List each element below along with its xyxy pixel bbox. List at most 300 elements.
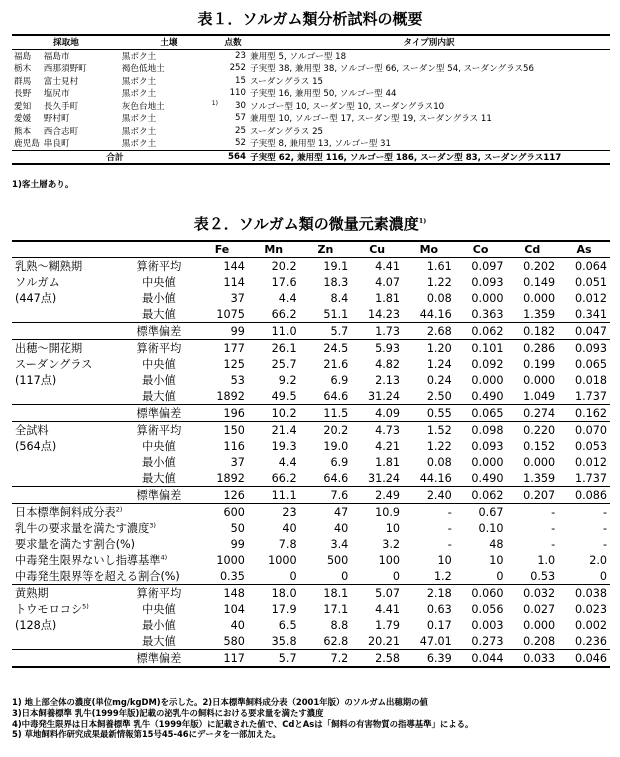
- table2-row: [12, 405, 610, 422]
- value-cell: -: [447, 505, 452, 519]
- reference-label: [12, 552, 196, 568]
- type-breakdown: スーダングラス 15: [249, 76, 324, 87]
- value-cell: 0.207: [523, 488, 556, 502]
- value-cell: 1.81: [375, 455, 401, 469]
- stat-label: 最大値: [142, 472, 176, 486]
- table1-row: [12, 62, 610, 75]
- value-cell: 18.1: [323, 586, 349, 600]
- reference-label: [12, 504, 196, 521]
- stat-label: 算術平均: [136, 587, 182, 601]
- sample-count: 52: [235, 138, 246, 149]
- value-cell: -: [602, 537, 607, 551]
- group-label-line: 黄熟期: [15, 587, 49, 601]
- value-cell: 6.39: [426, 651, 452, 665]
- value-cell: 0.060: [471, 586, 504, 600]
- value-cell: 0.363: [471, 307, 504, 321]
- value-cell: 0.000: [523, 291, 556, 305]
- value-cell: 0.003: [471, 618, 504, 632]
- value-cell: 0.064: [574, 259, 607, 273]
- value-cell: 0.490: [471, 389, 504, 403]
- value-cell: 26.1: [271, 341, 297, 355]
- site-prefecture: 長野: [14, 89, 32, 100]
- value-cell: 125: [223, 357, 245, 371]
- value-cell: 148: [223, 586, 245, 600]
- column-header-as: As: [576, 243, 592, 257]
- value-cell: 21.4: [271, 423, 297, 437]
- value-cell: 0.053: [574, 439, 607, 453]
- group-label-line: (117点): [15, 374, 57, 388]
- value-cell: 0.092: [471, 357, 504, 371]
- group-label-line: 出穂～開花期: [15, 342, 83, 356]
- site-prefecture: 愛媛: [14, 114, 32, 125]
- value-cell: 0.286: [523, 341, 556, 355]
- site-place: 福島市: [43, 51, 70, 62]
- table2-title-sup: 1): [418, 217, 427, 225]
- footnote-line: 4)中毒発生限界は日本飼養標準 乳牛（1999年版）に記載された値で、CdとAsは「飼料の有害物質の指導基準」による。: [12, 718, 474, 729]
- value-cell: 0.018: [574, 373, 607, 387]
- value-cell: 62.8: [323, 634, 349, 648]
- value-cell: 0.220: [523, 423, 556, 437]
- value-cell: 0.000: [523, 373, 556, 387]
- footnote-line: 5) 草地飼料作研究成果最新情報第15号45-46にデータを一部加えた。: [12, 729, 281, 740]
- site-prefecture: 鹿児島: [14, 139, 40, 150]
- sample-count: 25: [235, 125, 246, 136]
- total-label: 合計: [106, 152, 124, 163]
- value-cell: 19.1: [323, 259, 349, 273]
- stat-label: 最小値: [142, 456, 176, 470]
- reference-label-sup: 3): [149, 521, 156, 530]
- value-cell: 0.062: [471, 488, 504, 502]
- value-cell: 2.40: [426, 488, 452, 502]
- value-cell: -: [602, 505, 607, 519]
- table1-row: [12, 87, 610, 100]
- value-cell: 31.24: [367, 471, 401, 485]
- table2-row: [12, 290, 610, 306]
- value-cell: 47: [334, 505, 349, 519]
- value-cell: 0.17: [426, 618, 452, 632]
- table2-row: [12, 650, 610, 668]
- value-cell: 0.044: [471, 651, 504, 665]
- value-cell: 2.18: [426, 586, 452, 600]
- value-cell: 0.24: [426, 373, 452, 387]
- table1-title: 表１．ソルガム類分析試料の概要: [197, 10, 423, 28]
- header-soil: 土壌: [160, 38, 178, 49]
- sample-count: 15: [235, 75, 246, 86]
- value-cell: 0.051: [574, 275, 607, 289]
- value-cell: 0.065: [471, 406, 504, 420]
- value-cell: 64.6: [323, 389, 349, 403]
- table2-row: [12, 306, 610, 323]
- table2-row: [12, 633, 610, 650]
- group-label-line: (128点): [15, 619, 57, 633]
- value-cell: 100: [378, 553, 401, 567]
- value-cell: 47.01: [419, 634, 452, 648]
- value-cell: 44.16: [419, 471, 452, 485]
- value-cell: 49.5: [271, 389, 297, 403]
- value-cell: 11.0: [271, 324, 297, 338]
- soil-type: 黒ボク土: [121, 76, 157, 87]
- value-cell: 7.2: [330, 651, 349, 665]
- sample-count: 252: [229, 63, 246, 74]
- table2-title: [0, 213, 620, 234]
- stat-label: 中央値: [142, 276, 176, 290]
- stat-label: 算術平均: [136, 424, 182, 438]
- total-count: 564: [228, 151, 246, 162]
- group-label-line: 乳熟～糊熟期: [15, 260, 83, 274]
- header-site: 採取地: [53, 38, 79, 49]
- table2-row: [12, 617, 610, 633]
- group-label-line: [12, 454, 122, 470]
- table2-row: [12, 340, 610, 357]
- group-label-text: スーダングラス: [15, 358, 93, 372]
- value-cell: 0.162: [574, 406, 607, 420]
- value-cell: 5.7: [278, 651, 297, 665]
- value-cell: 35.8: [271, 634, 297, 648]
- value-cell: 23: [282, 505, 297, 519]
- value-cell: 4.41: [375, 602, 401, 616]
- reference-label-sup: 4): [160, 553, 168, 562]
- column-header-mn: Mn: [264, 243, 284, 257]
- stat-label: 最小値: [142, 619, 176, 633]
- value-cell: 0.202: [523, 259, 556, 273]
- value-cell: 4.07: [375, 275, 401, 289]
- value-cell: 1.2: [433, 569, 452, 583]
- stat-label: 最小値: [142, 374, 176, 388]
- site-place: 富士見村: [43, 76, 79, 87]
- value-cell: 1075: [216, 307, 245, 321]
- site-prefecture: 熊本: [14, 126, 32, 137]
- reference-label-sup: 2): [115, 505, 123, 514]
- site-prefecture: 栃木: [14, 64, 32, 75]
- value-cell: 53: [230, 373, 245, 387]
- value-cell: 600: [223, 505, 245, 519]
- soil-note-mark: 1): [211, 99, 218, 107]
- value-cell: 0.098: [471, 423, 504, 437]
- group-label-line: [12, 306, 122, 323]
- value-cell: 1892: [216, 471, 245, 485]
- sample-summary-table: [12, 34, 610, 165]
- table2-row: [12, 454, 610, 470]
- column-header-co: Co: [472, 243, 489, 257]
- value-cell: -: [447, 521, 452, 535]
- value-cell: 0: [289, 569, 297, 583]
- table2-row: [12, 487, 610, 504]
- value-cell: 1000: [216, 553, 245, 567]
- value-cell: 48: [489, 537, 504, 551]
- value-cell: 11.1: [271, 488, 297, 502]
- stat-label: 中央値: [142, 358, 176, 372]
- type-breakdown: 兼用型 5, ソルゴー型 18: [249, 51, 347, 62]
- stat-label: 算術平均: [136, 260, 182, 274]
- reference-row: [12, 536, 610, 552]
- value-cell: 2.13: [375, 373, 401, 387]
- soil-type: 黒ボク土: [121, 51, 157, 62]
- table1-note: 1)客土層あり。: [12, 180, 74, 190]
- value-cell: 1.359: [523, 471, 556, 485]
- value-cell: 99: [230, 324, 245, 338]
- value-cell: 3.4: [330, 537, 349, 551]
- value-cell: 1.81: [375, 291, 401, 305]
- value-cell: 0.093: [574, 341, 607, 355]
- value-cell: 40: [282, 521, 297, 535]
- soil-type: 黒ボク土: [121, 139, 157, 150]
- value-cell: 10.9: [375, 505, 401, 519]
- sample-count: 30: [235, 100, 246, 111]
- value-cell: 0.182: [523, 324, 556, 338]
- value-cell: 0.056: [471, 602, 504, 616]
- value-cell: 0.35: [219, 569, 245, 583]
- value-cell: 10: [489, 553, 504, 567]
- group-label-line: [12, 601, 122, 617]
- reference-row: [12, 552, 610, 568]
- value-cell: 0: [392, 569, 401, 583]
- value-cell: 24.5: [323, 341, 349, 355]
- site-place: 串良町: [43, 139, 70, 150]
- value-cell: -: [447, 537, 452, 551]
- value-cell: 5.7: [330, 324, 349, 338]
- value-cell: 37: [230, 455, 245, 469]
- value-cell: 18.0: [271, 586, 297, 600]
- group-label-line: [12, 650, 122, 668]
- value-cell: 0.002: [574, 618, 607, 632]
- value-cell: 19.0: [323, 439, 349, 453]
- value-cell: 177: [223, 341, 245, 355]
- value-cell: 0.023: [574, 602, 607, 616]
- column-header-cu: Cu: [369, 243, 386, 257]
- header-breakdown: タイプ別内訳: [403, 38, 455, 49]
- reference-label-text: 中毒発生限界ないし指導基準: [15, 554, 161, 568]
- reference-label-text: 中毒発生限界等を超える割合(%): [15, 570, 180, 584]
- table1-header-row: [12, 35, 610, 49]
- header-stat-blank: [122, 241, 196, 258]
- stat-label: 中央値: [142, 440, 176, 454]
- value-cell: 0.08: [426, 291, 452, 305]
- value-cell: -: [551, 521, 556, 535]
- value-cell: 0.012: [574, 455, 607, 469]
- value-cell: 25.7: [271, 357, 297, 371]
- sample-count: 23: [235, 50, 246, 61]
- value-cell: 11.5: [323, 406, 349, 420]
- value-cell: 20.2: [323, 423, 349, 437]
- group-label-text: (564点): [15, 440, 57, 454]
- value-cell: 0.027: [523, 602, 556, 616]
- value-cell: 31.24: [367, 389, 401, 403]
- value-cell: 5.07: [375, 586, 401, 600]
- value-cell: 0.67: [478, 505, 504, 519]
- soil-type: 黒ボク土: [121, 114, 157, 125]
- value-cell: 0.08: [426, 455, 452, 469]
- trace-element-table: [12, 240, 610, 668]
- group-label-text: ソルガム: [15, 276, 60, 290]
- table1-row: [12, 100, 610, 113]
- value-cell: 6.9: [330, 373, 349, 387]
- value-cell: 0.097: [471, 259, 504, 273]
- value-cell: 8.4: [330, 291, 349, 305]
- value-cell: 1.73: [375, 324, 401, 338]
- value-cell: 8.8: [330, 618, 349, 632]
- footnote-line: 1) 地上部全体の濃度(単位mg/kgDM)を示した。2)日本標準飼料成分表（2001年版）のソルガム出穂期の値: [12, 697, 428, 707]
- group-label-sup: 5): [82, 602, 89, 611]
- stat-label: 最小値: [142, 292, 176, 306]
- table2-row: [12, 356, 610, 372]
- value-cell: 104: [223, 602, 245, 616]
- value-cell: 14.23: [367, 307, 401, 321]
- value-cell: 117: [223, 651, 245, 665]
- value-cell: 5.93: [375, 341, 401, 355]
- value-cell: 144: [223, 259, 245, 273]
- type-breakdown: 兼用型 10, ソルゴー型 17, スーダン型 19, スーダングラス 11: [249, 114, 492, 125]
- value-cell: 0.149: [523, 275, 556, 289]
- value-cell: 17.6: [271, 275, 297, 289]
- sample-count: 57: [235, 113, 246, 124]
- column-header-fe: Fe: [214, 243, 230, 257]
- type-breakdown: 子実型 8, 兼用型 13, ソルゴー型 31: [249, 139, 391, 150]
- site-place: 長久手町: [43, 101, 79, 112]
- table2-row: [12, 470, 610, 487]
- value-cell: 20.2: [271, 259, 297, 273]
- value-cell: 0.341: [574, 307, 607, 321]
- table2-footnotes: [12, 697, 473, 740]
- table1-total-row: [12, 150, 610, 164]
- value-cell: 580: [223, 634, 245, 648]
- value-cell: 0.53: [530, 569, 556, 583]
- value-cell: 1.61: [426, 259, 452, 273]
- value-cell: 0.093: [471, 439, 504, 453]
- soil-type: 黒ボク土: [121, 89, 157, 100]
- value-cell: 0.000: [523, 455, 556, 469]
- stat-label: 標準偏差: [136, 407, 182, 421]
- value-cell: 150: [223, 423, 245, 437]
- value-cell: 0.208: [523, 634, 556, 648]
- reference-label-text: 要求量を満たす割合(%): [15, 538, 136, 552]
- table1-row: [12, 125, 610, 138]
- value-cell: 4.82: [375, 357, 401, 371]
- table2-row: [12, 258, 610, 275]
- reference-row: [12, 520, 610, 536]
- value-cell: 40: [334, 521, 349, 535]
- value-cell: 0: [496, 569, 504, 583]
- value-cell: 50: [230, 521, 245, 535]
- value-cell: 64.6: [323, 471, 349, 485]
- value-cell: 20.21: [367, 634, 401, 648]
- value-cell: 1.52: [426, 423, 452, 437]
- value-cell: 2.50: [426, 389, 452, 403]
- group-label-line: [12, 470, 122, 487]
- value-cell: 116: [223, 439, 245, 453]
- value-cell: 114: [223, 275, 245, 289]
- value-cell: 1.22: [426, 439, 452, 453]
- value-cell: 0.062: [471, 324, 504, 338]
- value-cell: 7.8: [278, 537, 297, 551]
- value-cell: 2.58: [375, 651, 401, 665]
- soil-type: 黒ボク土: [121, 126, 157, 137]
- value-cell: -: [551, 537, 556, 551]
- value-cell: 10.2: [271, 406, 297, 420]
- reference-label-text: 乳牛の要求量を満たす濃度: [15, 522, 150, 536]
- group-label-line: [12, 323, 122, 340]
- value-cell: 0.032: [523, 586, 556, 600]
- stat-label: 算術平均: [136, 342, 182, 356]
- value-cell: 0.065: [574, 357, 607, 371]
- value-cell: 3.2: [382, 537, 401, 551]
- table2-row: [12, 274, 610, 290]
- value-cell: 17.9: [271, 602, 297, 616]
- type-breakdown: 子実型 38, 兼用型 38, ソルゴー型 66, スーダン型 54, スーダングラス56: [249, 64, 534, 75]
- soil-type: 褐色低地土: [121, 64, 165, 75]
- value-cell: 4.4: [278, 291, 297, 305]
- value-cell: 0: [341, 569, 349, 583]
- value-cell: 0.086: [574, 488, 607, 502]
- value-cell: 0.55: [426, 406, 452, 420]
- value-cell: 44.16: [419, 307, 452, 321]
- value-cell: 0.274: [523, 406, 556, 420]
- value-cell: 0.273: [471, 634, 504, 648]
- value-cell: 18.3: [323, 275, 349, 289]
- sample-count: 110: [229, 88, 246, 99]
- value-cell: 1.737: [574, 389, 607, 403]
- site-prefecture: 群馬: [14, 76, 32, 87]
- header-count: 点数: [224, 38, 242, 49]
- reference-row: [12, 504, 610, 521]
- group-label-line: [12, 633, 122, 650]
- value-cell: 0.000: [523, 618, 556, 632]
- group-label-line: [12, 274, 122, 290]
- value-cell: 9.2: [278, 373, 297, 387]
- group-label-line: [12, 356, 122, 372]
- value-cell: 0.000: [471, 291, 504, 305]
- table2-title-text: 表２．ソルガム類の微量元素濃度: [193, 215, 419, 233]
- table2-row: [12, 323, 610, 340]
- table2-row: [12, 422, 610, 439]
- value-cell: 0.152: [523, 439, 556, 453]
- value-cell: 0.046: [574, 651, 607, 665]
- site-prefecture: 福島: [14, 51, 32, 62]
- value-cell: 0.038: [574, 586, 607, 600]
- value-cell: 37: [230, 291, 245, 305]
- value-cell: 0.101: [471, 341, 504, 355]
- value-cell: 1.24: [426, 357, 452, 371]
- value-cell: 0.093: [471, 275, 504, 289]
- group-label-text: トウモロコシ: [15, 603, 83, 617]
- value-cell: 10: [385, 521, 401, 535]
- value-cell: 17.1: [323, 602, 349, 616]
- value-cell: 1.79: [375, 618, 401, 632]
- table1-row: [12, 75, 610, 88]
- value-cell: 19.3: [271, 439, 297, 453]
- stat-label: 標準偏差: [136, 325, 182, 339]
- value-cell: 4.09: [375, 406, 401, 420]
- value-cell: 0.199: [523, 357, 556, 371]
- group-label-line: [12, 438, 122, 454]
- table2-header-row: [12, 241, 610, 258]
- value-cell: 2.49: [375, 488, 401, 502]
- reference-label-text: 日本標準飼料成分表: [15, 506, 116, 520]
- site-place: 西那須野町: [43, 64, 87, 75]
- value-cell: 6.9: [330, 455, 349, 469]
- value-cell: 0.236: [574, 634, 607, 648]
- value-cell: 1000: [268, 553, 297, 567]
- column-header-mo: Mo: [419, 243, 439, 257]
- value-cell: 1.049: [523, 389, 556, 403]
- type-breakdown: ソルゴー型 10, スーダン型 10, スーダングラス10: [249, 101, 445, 112]
- value-cell: 66.2: [271, 307, 297, 321]
- value-cell: 4.73: [375, 423, 401, 437]
- group-label-line: [12, 388, 122, 405]
- reference-label: [12, 568, 196, 585]
- value-cell: 0.63: [426, 602, 452, 616]
- value-cell: 40: [230, 618, 245, 632]
- value-cell: 99: [230, 537, 245, 551]
